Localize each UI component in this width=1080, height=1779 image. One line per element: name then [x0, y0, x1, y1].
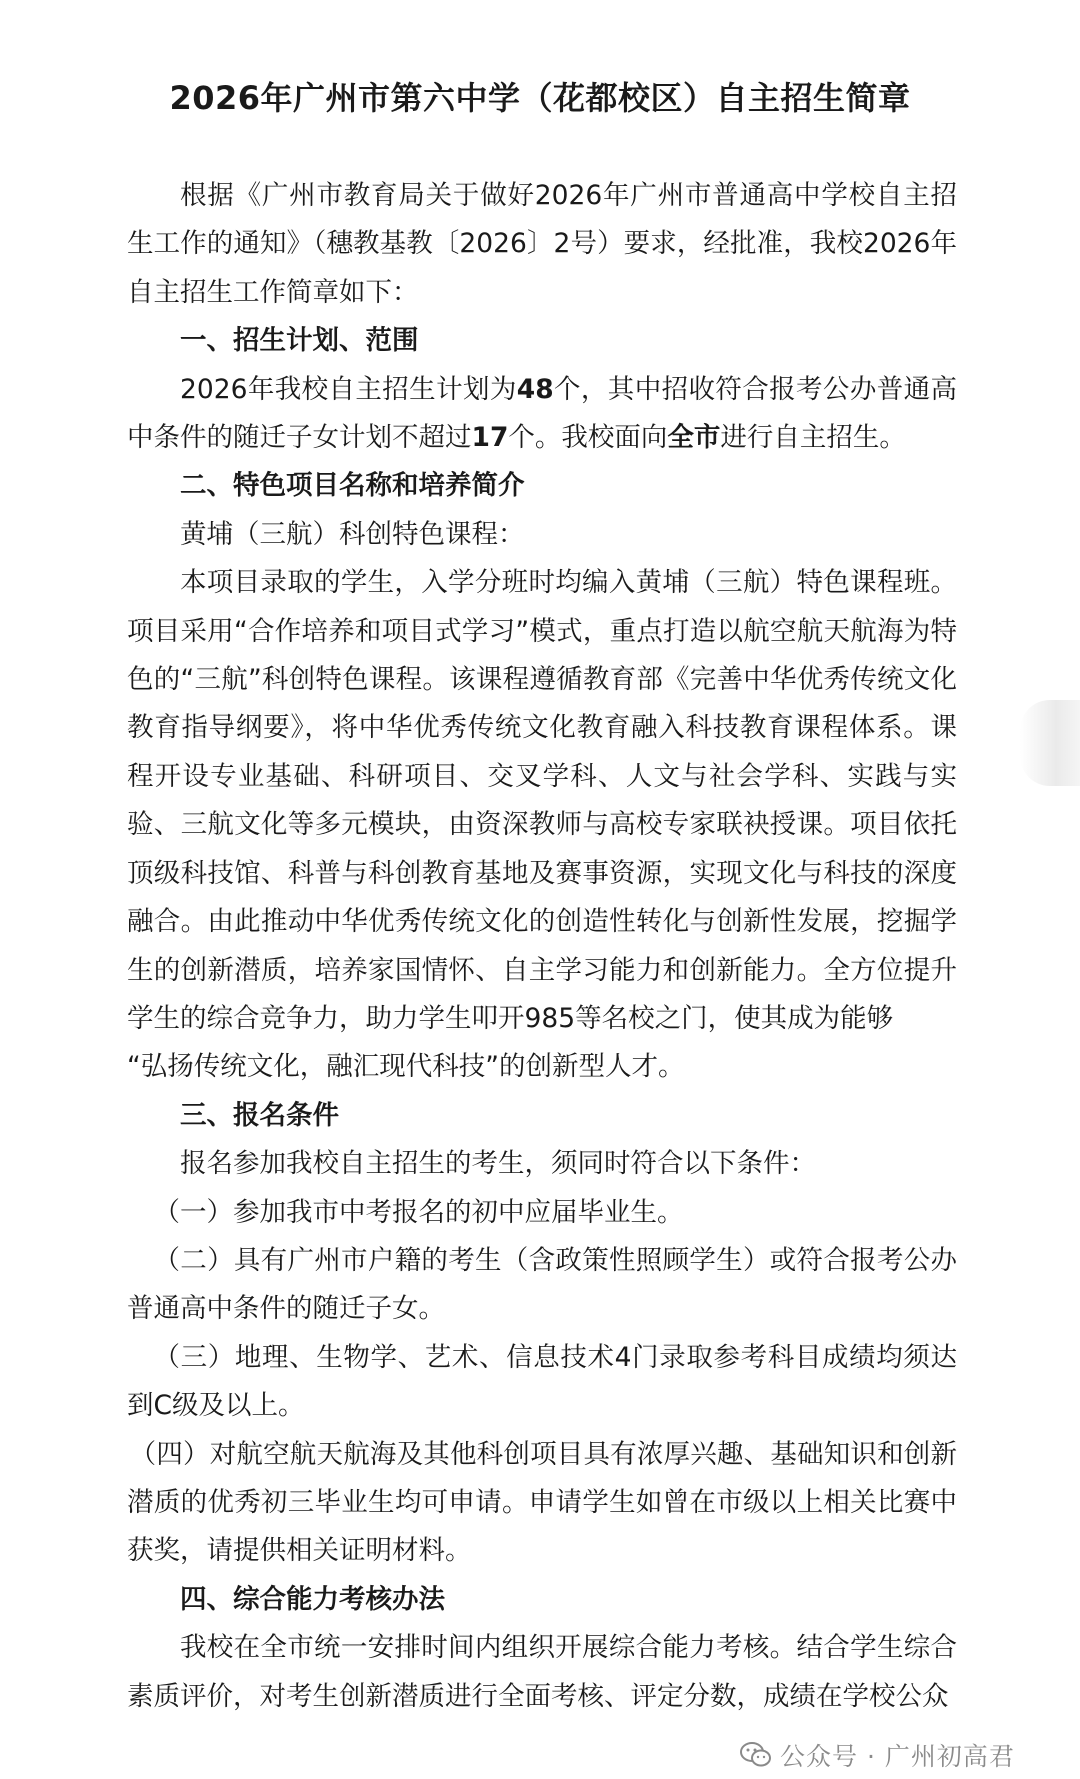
condition-item-3: （三）地理、生物学、艺术、信息技术4门录取参考科目成绩均须达到C级及以上。 [127, 1341, 957, 1422]
watermark-text: 公众号 · 广州初高君 [780, 1742, 1015, 1771]
wechat-icon [740, 1742, 772, 1768]
section1-text-b: 个，其中招收符合报考公办普通高中条件的随迁子女计划不超过 [127, 373, 957, 454]
document-title: 2026年广州市第六中学（花都校区）自主招生简章 [169, 79, 911, 117]
watermark [740, 1737, 1015, 1773]
section1-paragraph [127, 366, 957, 463]
condition-item-4: （四）对航空航天航海及其他科创项目具有浓厚兴趣、基础知识和创新潜质的优秀初三毕业生均可申请。申请学生如曾在市级以上相关比赛中获奖，请提供相关证明材料。 [127, 1438, 957, 1567]
overlay-artifact [1020, 700, 1080, 786]
section4-heading: 四、综合能力考核办法 [180, 1583, 445, 1615]
enroll-scope: 全市 [667, 422, 721, 454]
intro-paragraph: 根据《广州市教育局关于做好2026年广州市普通高中学校自主招生工作的通知》（穗教基教〔2026〕2号）要求，经批准，我校2026年自主招生工作简章如下： [127, 180, 957, 308]
migrant-count: 17 [471, 422, 509, 454]
project-description: 本项目录取的学生，入学分班时均编入黄埔（三航）特色课程班。项目采用“合作培养和项目式学习”模式，重点打造以航空航天航海为特色的“三航”科创特色课程。该课程遵循教育部《完善中华优秀传统文化教育指导纲要》，将中华优秀传统文化教育融入科技教育课程体系。课程开设专业基础、科研项目、交叉学科、人文与社会学科、实践与实验、三航文化等多元模块，由资深教师与高校专家联袂授课。项目依托顶级科技馆、科普与科创教育基地及赛事资源，实现文化与科技的深度融合。由此推动中华优秀传统文化的创造性转化与创新性发展，挖掘学生的创新潜质，培养家国情怀、自主学习能力和创新能力。全方位提升学生的综合竞争力，助力学生叩开985等名校之门，使其成为能够 [127, 567, 957, 1034]
condition-item-2: （二）具有广州市户籍的考生（含政策性照顾学生）或符合报考公办普通高中条件的随迁子女。 [127, 1244, 957, 1325]
plan-count: 48 [516, 373, 554, 405]
section1-text-d: 进行自主招生。 [720, 422, 906, 454]
project-name: 黄埔（三航）科创特色课程： [180, 518, 525, 550]
section2-heading: 二、特色项目名称和培养简介 [180, 470, 525, 502]
project-slogan: “弘扬传统文化，融汇现代科技”的创新型人才。 [127, 1051, 685, 1083]
section3-lead: 报名参加我校自主招生的考生，须同时符合以下条件： [180, 1148, 816, 1180]
section4-paragraph: 我校在全市统一安排时间内组织开展综合能力考核。结合学生综合素质评价，对考生创新潜质进行全面考核、评定分数，成绩在学校公众 [127, 1632, 957, 1712]
section3-heading: 三、报名条件 [180, 1099, 339, 1131]
document-body [127, 172, 957, 1721]
condition-item-1: （一）参加我市中考报名的初中应届毕业生。 [153, 1196, 684, 1228]
section1-text-a: 2026年我校自主招生计划为 [180, 373, 517, 405]
section1-text-c: 个。我校面向 [508, 422, 668, 454]
section1-heading: 一、招生计划、范围 [180, 325, 419, 357]
